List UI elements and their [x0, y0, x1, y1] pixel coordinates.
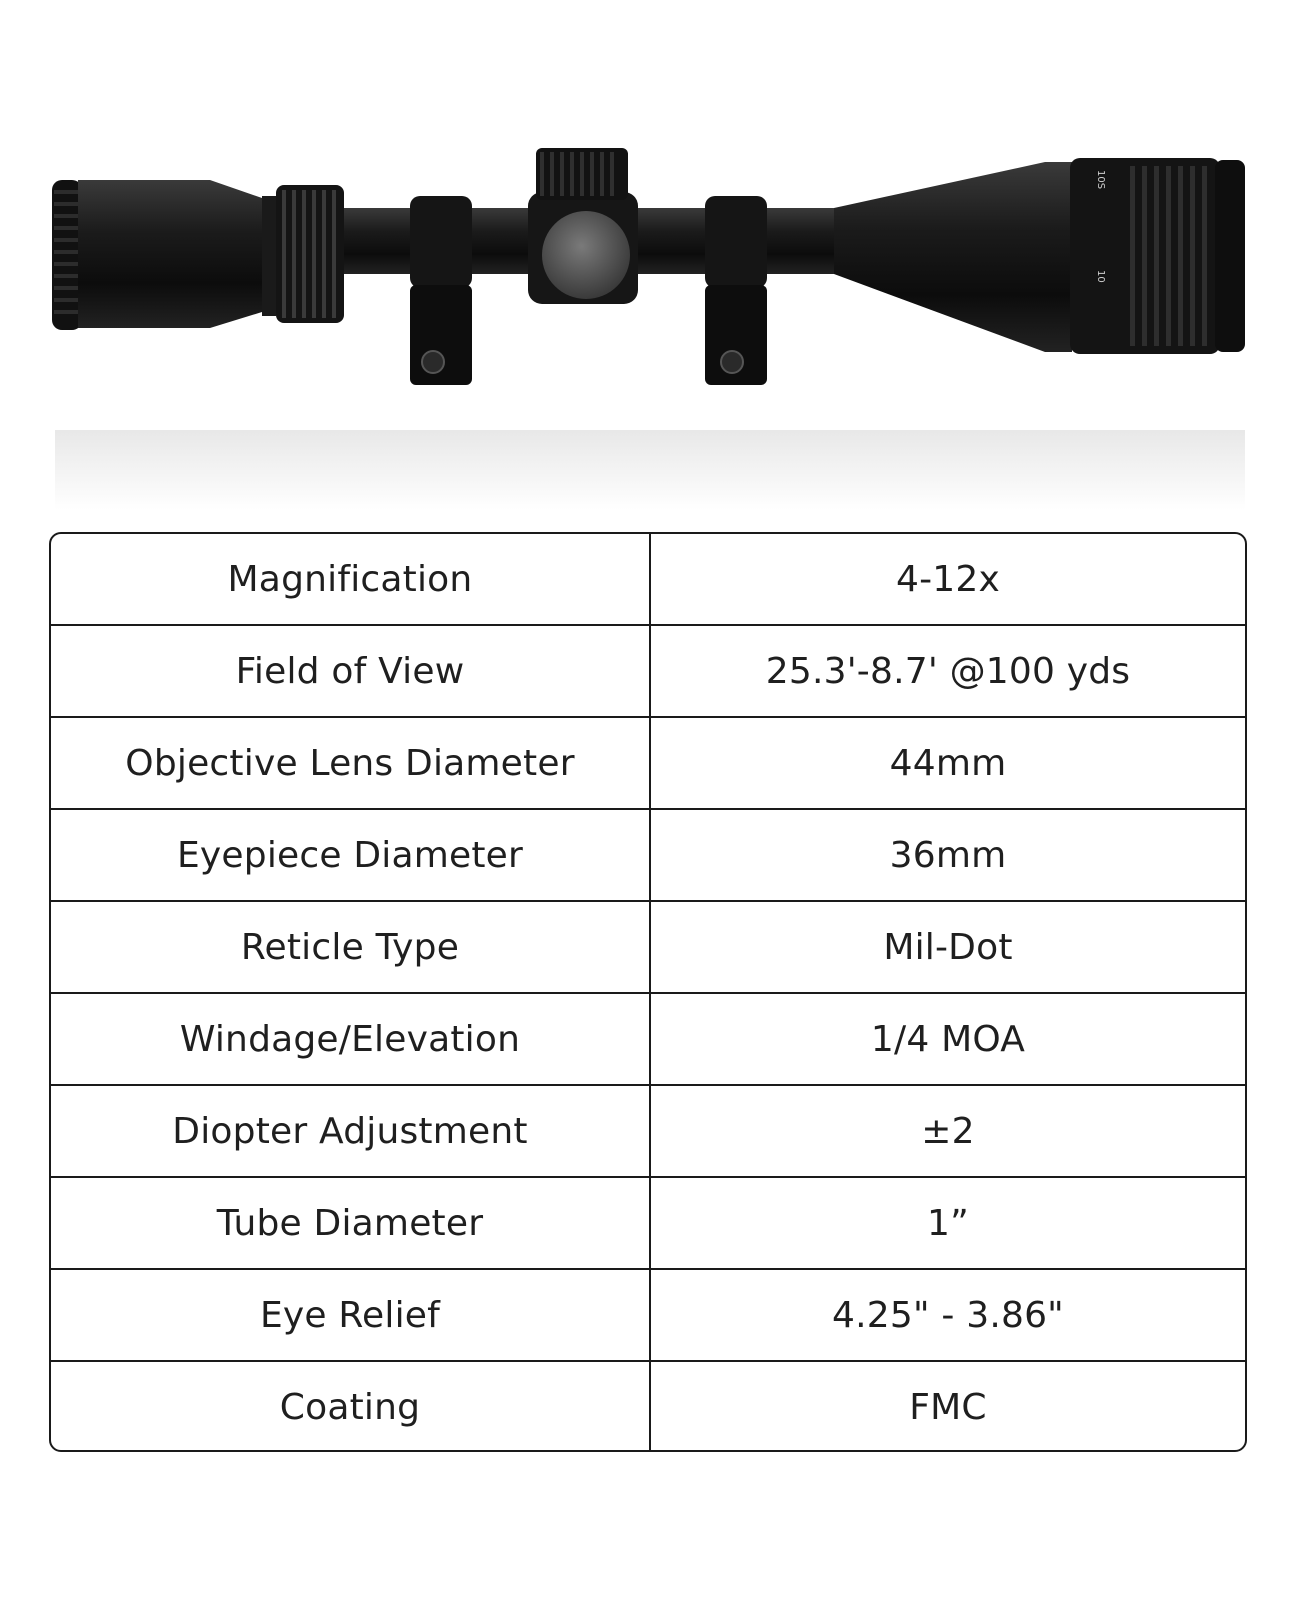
- rifle-scope-icon: [0, 0, 1300, 520]
- spec-row: [51, 1362, 1245, 1452]
- spec-value: 44mm: [889, 742, 1007, 784]
- spec-row: [51, 718, 1245, 810]
- turret-housing: [528, 148, 638, 304]
- spec-value: 1”: [927, 1202, 969, 1244]
- spec-value: Mil-Dot: [883, 926, 1013, 968]
- spec-label: Eye Relief: [51, 1270, 651, 1360]
- spec-value: 1/4 MOA: [870, 1018, 1026, 1060]
- eyepiece: [52, 180, 344, 330]
- spec-row: [51, 626, 1245, 718]
- objective-scale-label: 10S: [1095, 170, 1106, 190]
- spec-value: 4-12x: [895, 558, 1000, 600]
- spec-row: [51, 902, 1245, 994]
- spec-label: Eyepiece Diameter: [51, 810, 651, 900]
- spec-value: FMC: [909, 1386, 987, 1428]
- spec-row: [51, 1086, 1245, 1178]
- spec-label: Reticle Type: [51, 902, 651, 992]
- spec-label: Tube Diameter: [51, 1178, 651, 1268]
- scope-ring-rear: [410, 196, 472, 385]
- spec-row: [51, 1270, 1245, 1362]
- spec-label: Coating: [51, 1362, 651, 1452]
- objective-scale-label: 10: [1095, 270, 1106, 283]
- spec-row: [51, 994, 1245, 1086]
- rifle-scope-image: [0, 0, 1300, 520]
- spec-value: 4.25" - 3.86": [832, 1294, 1064, 1336]
- spec-table: [49, 532, 1247, 1452]
- spec-label: Field of View: [51, 626, 651, 716]
- spec-label: Diopter Adjustment: [51, 1086, 651, 1176]
- spec-row: [51, 534, 1245, 626]
- spec-value: 36mm: [889, 834, 1007, 876]
- spec-label: Windage/Elevation: [51, 994, 651, 1084]
- spec-value: ±2: [921, 1110, 975, 1152]
- spec-label: Magnification: [51, 534, 651, 624]
- spec-row: [51, 810, 1245, 902]
- scope-ring-front: [705, 196, 767, 385]
- scope-reflection: [55, 430, 1245, 510]
- spec-label: Objective Lens Diameter: [51, 718, 651, 808]
- spec-value: 25.3'-8.7' @100 yds: [765, 650, 1131, 692]
- spec-row: [51, 1178, 1245, 1270]
- objective-bell: [834, 158, 1245, 354]
